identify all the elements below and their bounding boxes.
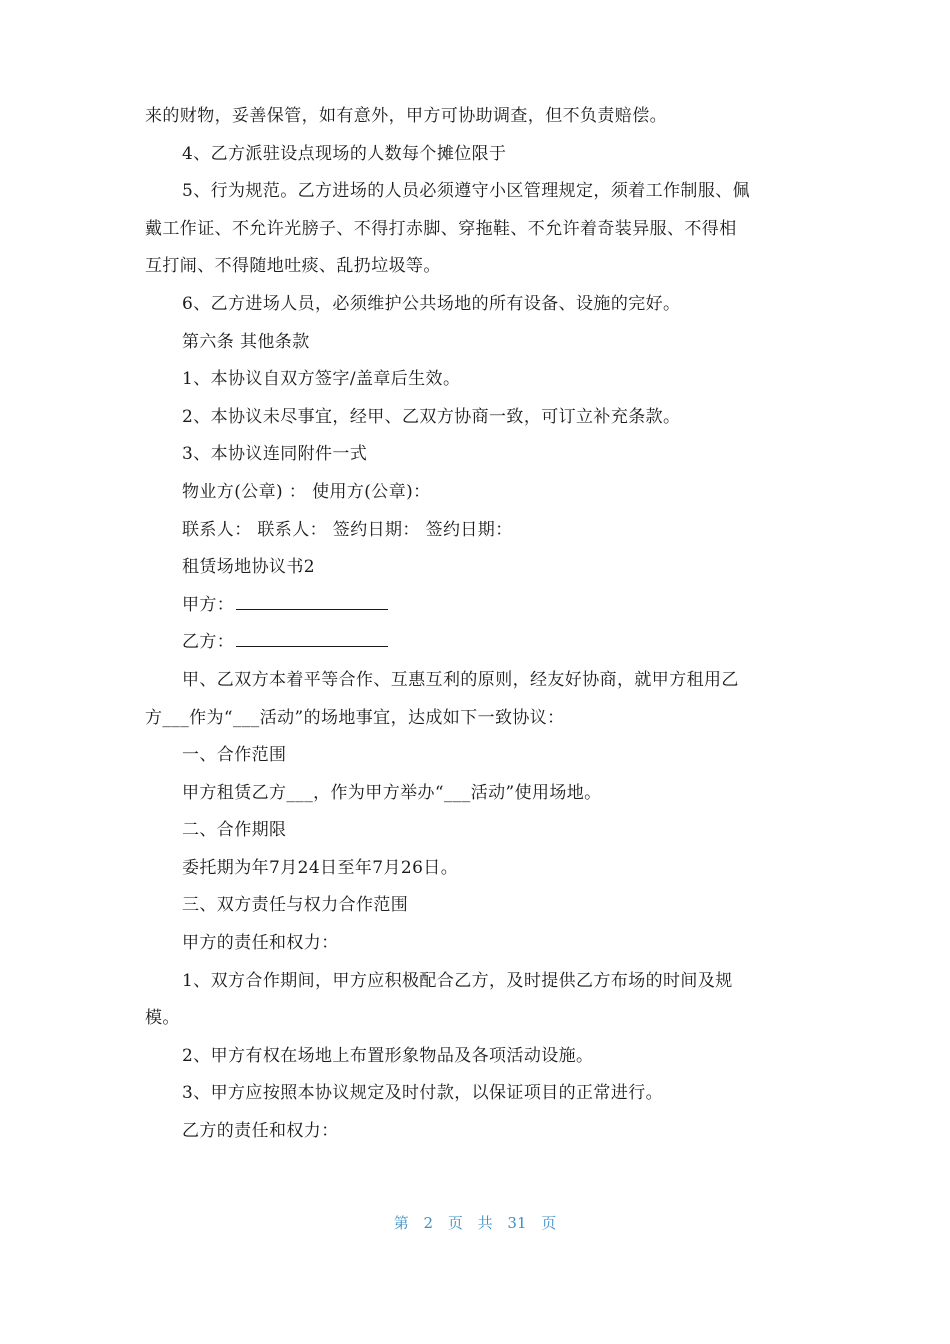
paragraph-line: 2、甲方有权在场地上布置形象物品及各项活动设施。 — [182, 1045, 594, 1066]
contact-line: 联系人： 联系人： 签约日期： 签约日期： — [182, 519, 513, 540]
paragraph-line: 模。 — [145, 1008, 180, 1029]
document-title: 租赁场地协议书2 — [182, 557, 316, 578]
paragraph-line: 方___作为“___活动”的场地事宜，达成如下一致协议： — [145, 707, 565, 728]
total-page-count: 31 — [507, 1214, 527, 1232]
paragraph-line: 3、甲方应按照本协议规定及时付款，以保证项目的正常进行。 — [182, 1083, 664, 1104]
current-page-number: 2 — [423, 1214, 434, 1232]
paragraph-line: 来的财物，妥善保管，如有意外，甲方可协助调查，但不负责赔偿。 — [145, 106, 667, 126]
party-b-blank — [236, 645, 388, 647]
paragraph-line: 委托期为年7月24日至年7月26日。 — [182, 857, 459, 878]
party-b-label: 乙方： — [182, 632, 235, 653]
section-heading: 三、双方责任与权力合作范围 — [182, 895, 409, 916]
section-heading: 第六条 其他条款 — [182, 331, 310, 352]
paragraph-line: 互打闹、不得随地吐痰、乱扔垃圾等。 — [145, 256, 441, 277]
paragraph-line: 6、乙方进场人员，必须维护公共场地的所有设备、设施的完好。 — [182, 293, 681, 314]
party-b-line — [145, 624, 815, 662]
footer-page-prefix: 第 — [393, 1214, 409, 1232]
party-a-blank — [236, 608, 388, 610]
footer-page-suffix: 页 — [447, 1214, 463, 1232]
paragraph-line: 3、本协议连同附件一式 — [182, 444, 368, 465]
paragraph-line: 5、行为规范。乙方进场的人员必须遵守小区管理规定，须着工作制服、佩 — [182, 181, 751, 202]
footer-total-suffix: 页 — [541, 1214, 557, 1232]
page-footer — [0, 1212, 950, 1233]
party-a-label: 甲方： — [182, 594, 235, 615]
section-heading: 一、合作范围 — [182, 745, 287, 766]
document-body — [145, 98, 815, 1151]
subsection-heading: 乙方的责任和权力： — [182, 1121, 339, 1142]
paragraph-line: 甲、乙双方本着平等合作、互惠互利的原则，经友好协商，就甲方租用乙 — [182, 669, 739, 690]
paragraph-line: 1、本协议自双方签字/盖章后生效。 — [182, 369, 461, 390]
paragraph-line: 1、双方合作期间，甲方应积极配合乙方，及时提供乙方布场的时间及规 — [182, 970, 733, 991]
paragraph-line: 4、乙方派驻设点现场的人数每个摊位限于 — [182, 143, 507, 164]
party-a-line — [145, 587, 815, 625]
footer-total-prefix: 共 — [477, 1214, 493, 1232]
subsection-heading: 甲方的责任和权力： — [182, 933, 339, 954]
paragraph-line: 戴工作证、不允许光膀子、不得打赤脚、穿拖鞋、不允许着奇装异服、不得相 — [145, 218, 737, 239]
paragraph-line: 甲方租赁乙方___，作为甲方举办“___活动”使用场地。 — [182, 782, 602, 803]
section-heading: 二、合作期限 — [182, 820, 287, 841]
signature-line: 物业方(公章) ： 使用方(公章)： — [182, 481, 431, 502]
paragraph-line: 2、本协议未尽事宜，经甲、乙双方协商一致，可订立补充条款。 — [182, 406, 681, 427]
